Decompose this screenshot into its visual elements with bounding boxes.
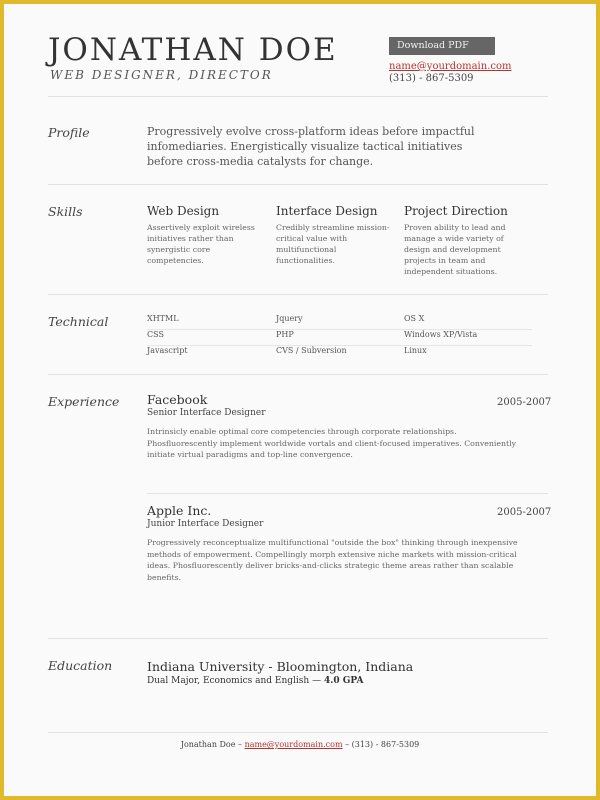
footer-name: Jonathan Doe –: [180, 740, 245, 749]
skill-title: Interface Design: [276, 204, 378, 218]
divider: [48, 96, 548, 97]
divider: [48, 294, 548, 295]
job-description: Progressively reconceptualize multifunctional "outside the box" thinking through inexpensive methods of empowerment. Compellingly morph extensive niche markets with mission-critical ideas. Phosfluorescently deliver bricks-and-clicks strategic theme areas rather than scalable benefits.: [147, 538, 518, 582]
skill-project-direction: [404, 204, 519, 277]
technical-item: PHP: [276, 330, 294, 339]
job-role: Junior Interface Designer: [147, 519, 264, 529]
profile-text: Progressively evolve cross-platform ideas before impactful infomediaries. Energistically visualize tactical initiatives before cross-media catalysts for change.: [147, 125, 475, 168]
section-label-technical: Technical: [48, 314, 109, 329]
skill-interface-design: [276, 204, 391, 266]
divider: [48, 732, 548, 733]
divider: [48, 638, 548, 639]
resume-name: JONATHAN DOE: [48, 32, 338, 68]
technical-item: Javascript: [147, 346, 188, 355]
skill-description: Proven ability to lead and manage a wide variety of design and development projects in team and independent situations.: [404, 223, 506, 276]
technical-item: CSS: [147, 330, 164, 339]
section-label-skills: Skills: [48, 204, 83, 219]
technical-item: Linux: [404, 346, 427, 355]
resume-title: WEB DESIGNER, DIRECTOR: [50, 68, 273, 82]
divider: [48, 184, 548, 185]
education-degree-text: Dual Major, Economics and English —: [147, 676, 324, 686]
job-company: Apple Inc.: [147, 503, 212, 518]
technical-row: [147, 329, 532, 346]
technical-item: CVS / Subversion: [276, 346, 347, 355]
section-label-experience: Experience: [48, 394, 120, 409]
education-school: Indiana University - Bloomington, Indiana: [147, 659, 414, 674]
job-role: Senior Interface Designer: [147, 408, 266, 418]
job-company: Facebook: [147, 392, 208, 407]
download-pdf-button[interactable]: Download PDF: [389, 37, 495, 55]
education-gpa: 4.0 GPA: [323, 676, 364, 686]
job-description: Intrinsicly enable optimal core competencies through corporate relationships. Phosfluorescently implement worldwide vortals and client-focused imperatives. Conveniently initiate virtual paradigms and top-line convergence.: [147, 427, 517, 459]
footer-contact: [4, 740, 596, 749]
job-years: 2005-2007: [497, 397, 552, 408]
job-years: 2005-2007: [497, 507, 552, 518]
resume-page: [4, 4, 596, 796]
skill-web-design: [147, 204, 262, 266]
technical-item: Jquery: [276, 314, 303, 323]
technical-row: [147, 345, 532, 361]
skill-title: Project Direction: [404, 204, 508, 218]
technical-item: OS X: [404, 314, 425, 323]
divider: [48, 374, 548, 375]
skill-title: Web Design: [147, 204, 220, 218]
contact-email-link[interactable]: name@yourdomain.com: [389, 61, 512, 72]
divider: [147, 493, 548, 494]
education-degree: [147, 676, 364, 686]
skill-description: Credibly streamline mission-critical value with multifunctional functionalities.: [276, 223, 390, 265]
footer-email-link[interactable]: name@yourdomain.com: [244, 740, 343, 749]
technical-item: Windows XP/Vista: [404, 330, 478, 339]
technical-item: XHTML: [147, 314, 179, 323]
section-label-education: Education: [48, 658, 113, 673]
footer-phone: – (313) - 867-5309: [342, 740, 420, 749]
skill-description: Assertively exploit wireless initiatives rather than synergistic core competencies.: [147, 223, 255, 265]
technical-row: [147, 313, 532, 330]
section-label-profile: Profile: [48, 125, 90, 140]
contact-phone: (313) - 867-5309: [389, 73, 474, 84]
